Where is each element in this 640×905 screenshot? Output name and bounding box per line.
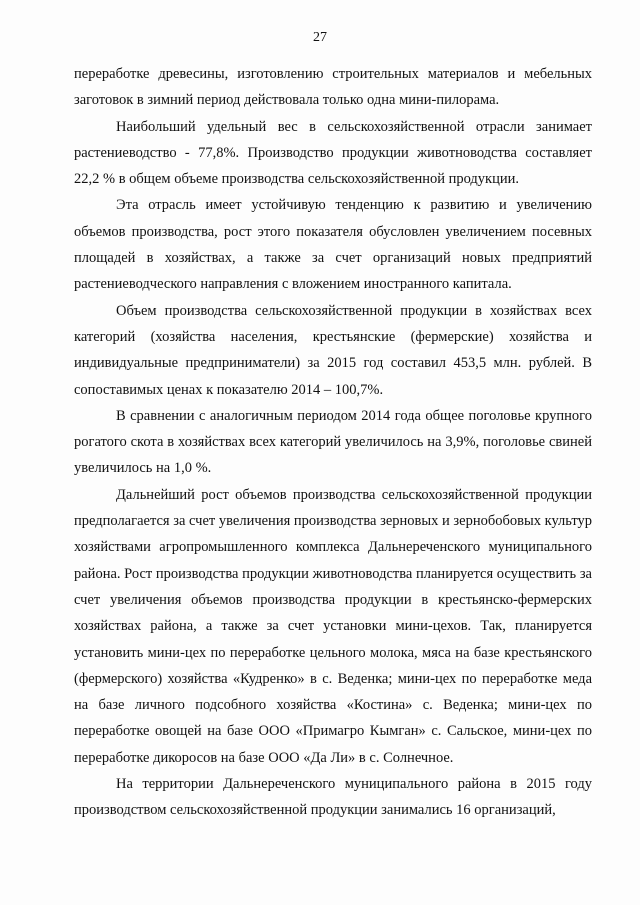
body-text [74, 61, 592, 824]
page-number: 27 [313, 30, 327, 45]
paragraph-future-growth: Дальнейший рост объемов производства сельскохозяйственной продукции предполагается за счет увеличения производства зерновых и зернобобовых культур хозяйствами агропромышленного комплекса Дальнереченского муниципального района. Рост производства продукции животноводства планируется осуществить за счет увеличения объемов производства продукции в крестьянско-фермерских хозяйствах района, а также за счет установки мини-цехов. Так, планируется установить мини-цех по переработке цельного молока, мяса на базе крестьянского (фермерского) хозяйства «Кудренко» в с. Веденка; мини-цех по переработке меда на базе личного подсобного хозяйства «Костина» с. Веденка; мини-цех по переработке овощей на базе ООО «Примагро Кымган» с. Сальское, мини-цех по переработке дикоросов на базе ООО «Да Ли» в с. Солнечное. [74, 486, 592, 766]
paragraph-continued: переработке древесины, изготовлению строительных материалов и мебельных заготовок в зимний период действовала только одна мини-пилорама. [74, 66, 592, 109]
paragraph-organizations: На территории Дальнереченского муниципального района в 2015 году производством сельскохозяйственной продукции занимались 16 организаций, [74, 776, 592, 819]
paragraph-growth-trend: Эта отрасль имеет устойчивую тенденцию к развитию и увеличению объемов производства, рост этого показателя обусловлен увеличением посевных площадей в хозяйствах, а также за счет организаций новых предприятий растениеводческого направления с вложением иностранного капитала. [74, 197, 592, 293]
paragraph-crop-share: Наибольший удельный вес в сельскохозяйственной отрасли занимает растениеводство - 77,8%. Производство продукции животноводства составляет 22,2 % в общем объеме производства сельскохозяйственной продукции. [74, 118, 592, 188]
paragraph-production-volume: Объем производства сельскохозяйственной продукции в хозяйствах всех категорий (хозяйства населения, крестьянские (фермерские) хозяйства и индивидуальные предприниматели) за 2015 год составил 453,5 млн. рублей. В сопоставимых ценах к показателю 2014 – 100,7%. [74, 302, 592, 398]
paragraph-livestock: В сравнении с аналогичным периодом 2014 года общее поголовье крупного рогатого скота в хозяйствах всех категорий увеличилось на 3,9%, поголовье свиней увеличилось на 1,0 %. [74, 407, 592, 477]
